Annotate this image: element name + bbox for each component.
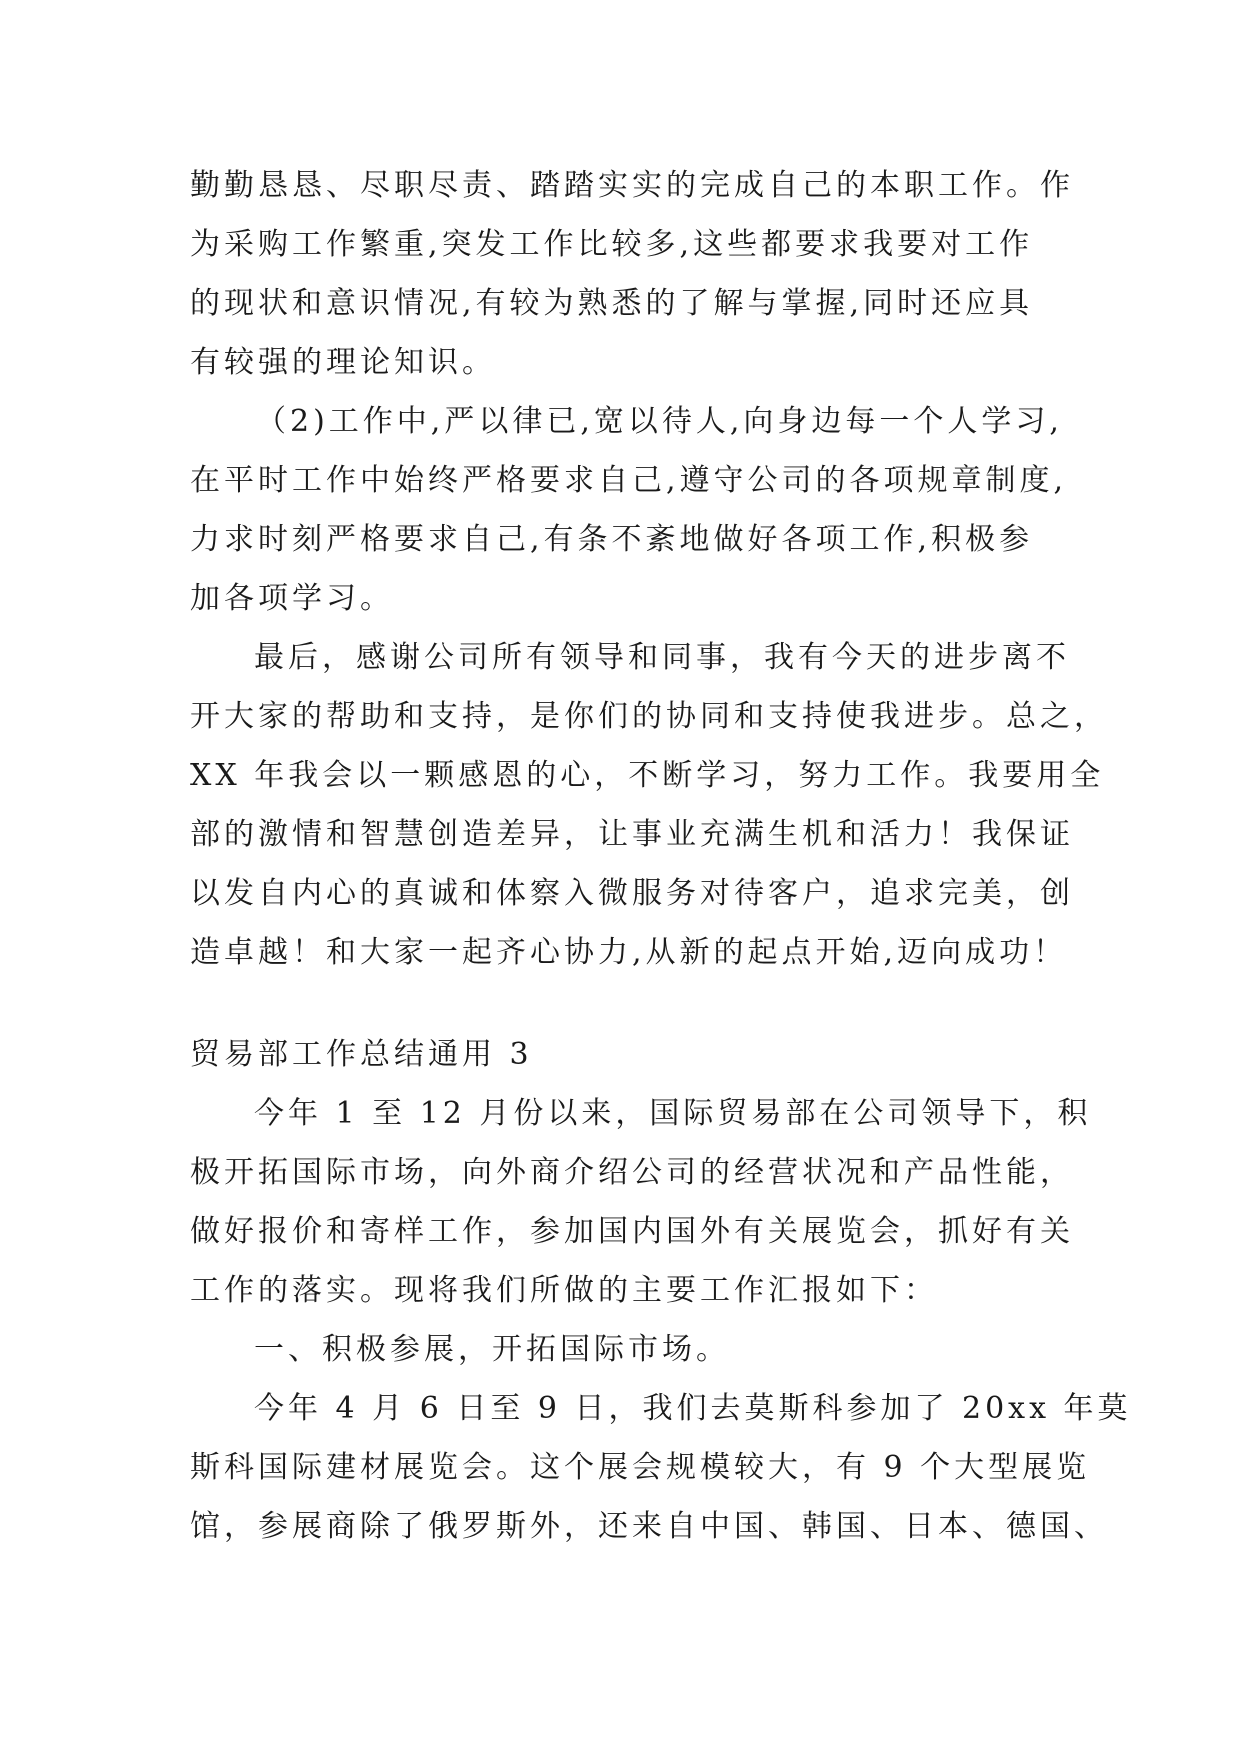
text-line: 极开拓国际市场，向外商介绍公司的经营状况和产品性能， [190, 1155, 1074, 1190]
text-line: 在平时工作中始终严格要求自己,遵守公司的各项规章制度, [190, 463, 1068, 498]
paragraph-3 [190, 628, 1108, 982]
document-body [190, 156, 1132, 1556]
paragraph-1 [190, 156, 1074, 392]
text-line: 有较强的理论知识。 [190, 345, 496, 380]
paragraph-5 [190, 1320, 1050, 1379]
text-line: XX 年我会以一颗感恩的心，不断学习，努力工作。我要用全 [190, 758, 1105, 793]
paragraph-2 [190, 392, 1068, 628]
text-line: 造卓越！和大家一起齐心协力,从新的起点开始,迈向成功！ [190, 935, 1068, 970]
text-line: 今年 4 月 6 日至 9 日，我们去莫斯科参加了 20xx 年莫 [254, 1391, 1132, 1426]
text-line: 今年 1 至 12 月份以来，国际贸易部在公司领导下，积 [254, 1096, 1092, 1131]
text-line: 部的激情和智慧创造差异，让事业充满生机和活力！我保证 [190, 817, 1074, 852]
text-line: 勤勤恳恳、尽职尽责、踏踏实实的完成自己的本职工作。作 [190, 168, 1074, 203]
paragraph-6 [190, 1379, 1132, 1556]
text-line: 最后，感谢公司所有领导和同事，我有今天的进步离不 [254, 640, 1070, 675]
text-line: 加各项学习。 [190, 581, 394, 616]
paragraph-4 [190, 1084, 1092, 1320]
section-gap [190, 982, 1050, 1025]
text-line: 开大家的帮助和支持，是你们的协同和支持使我进步。总之， [190, 699, 1108, 734]
section-title: 贸易部工作总结通用 3 [190, 1037, 533, 1072]
text-line: 工作的落实。现将我们所做的主要工作汇报如下： [190, 1273, 938, 1308]
text-line: 的现状和意识情况,有较为熟悉的了解与掌握,同时还应具 [190, 286, 1034, 321]
text-line: 力求时刻严格要求自己,有条不紊地做好各项工作,积极参 [190, 522, 1034, 557]
text-line: 以发自内心的真诚和体察入微服务对待客户，追求完美，创 [190, 876, 1074, 911]
text-line: （2)工作中,严以律已,宽以待人,向身边每一个人学习, [256, 404, 1063, 439]
text-line: 做好报价和寄样工作，参加国内国外有关展览会，抓好有关 [190, 1214, 1074, 1249]
text-line: 为采购工作繁重,突发工作比较多,这些都要求我要对工作 [190, 227, 1034, 262]
text-line: 斯科国际建材展览会。这个展会规模较大，有 9 个大型展览 [190, 1450, 1091, 1485]
text-line: 一、积极参展，开拓国际市场。 [254, 1332, 730, 1367]
text-line: 馆，参展商除了俄罗斯外，还来自中国、韩国、日本、德国、 [190, 1509, 1108, 1544]
